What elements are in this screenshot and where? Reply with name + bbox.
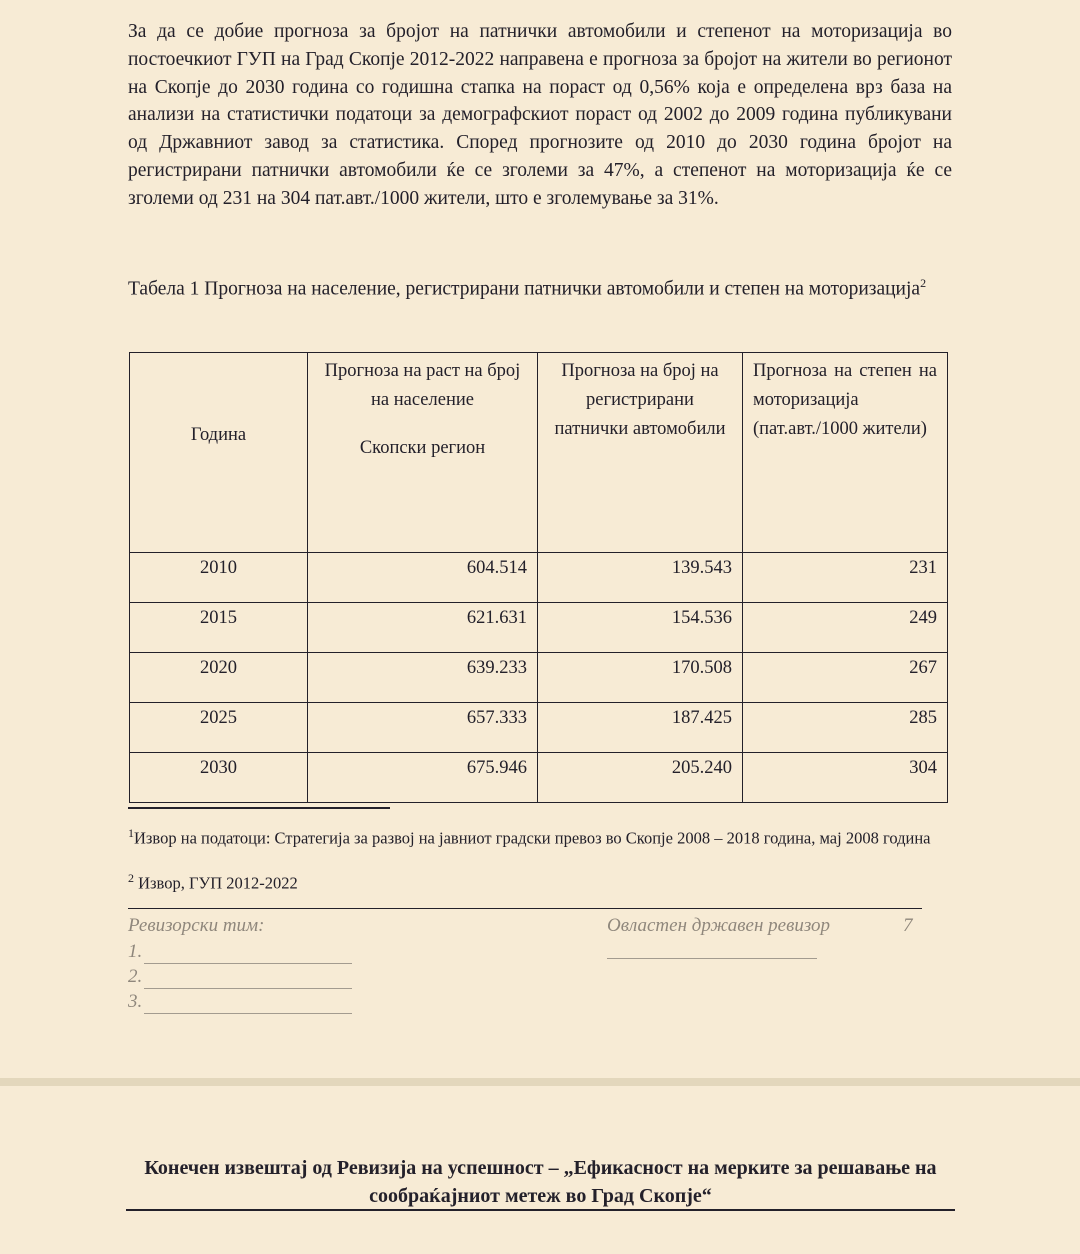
- next-page-header-rule: [126, 1209, 955, 1211]
- team-signature-line-1: [128, 940, 352, 964]
- header-year: Година: [130, 353, 308, 553]
- cell-motorization: 249: [743, 603, 948, 653]
- footnote-divider: [128, 807, 390, 809]
- cell-population: 621.631: [308, 603, 538, 653]
- auditor-signature-line: [607, 958, 817, 959]
- cell-cars: 205.240: [538, 753, 743, 803]
- authorized-auditor-label: Овластен државен ревизор: [607, 915, 831, 936]
- footnote-text: Извор, ГУП 2012-2022: [138, 873, 298, 893]
- footnote-1: [128, 822, 952, 850]
- header-motorization: Прогноза на степен на моторизација (пат.авт./1000 жители): [743, 353, 948, 553]
- cell-year: 2010: [130, 553, 308, 603]
- cell-motorization: 231: [743, 553, 948, 603]
- table-caption-text: Табела 1 Прогноза на население, регистрирани патнички автомобили и степен на моторизација: [128, 278, 921, 300]
- footer-divider: [128, 908, 922, 909]
- header-cars: Прогноза на број на регистрирани патнички автомобили: [538, 353, 743, 553]
- cell-year: 2020: [130, 653, 308, 703]
- team-signature-line-3: [128, 990, 352, 1014]
- table-row: [130, 603, 948, 653]
- page-separator: [0, 1078, 1080, 1086]
- table-row: [130, 703, 948, 753]
- cell-year: 2025: [130, 703, 308, 753]
- signature-blank: [144, 995, 352, 1014]
- cell-cars: 170.508: [538, 653, 743, 703]
- footnote-mark: 1: [128, 826, 134, 840]
- audit-team-label: Ревизорски тим:: [128, 915, 265, 936]
- page-number: 7: [903, 915, 913, 936]
- table-row: [130, 553, 948, 603]
- cell-motorization: 267: [743, 653, 948, 703]
- cell-population: 604.514: [308, 553, 538, 603]
- cell-motorization: 304: [743, 753, 948, 803]
- signature-blank: [144, 970, 352, 989]
- table-row: [130, 753, 948, 803]
- table-caption: [128, 270, 952, 303]
- cell-population: 639.233: [308, 653, 538, 703]
- table-row: [130, 653, 948, 703]
- header-population-region: Скопски регион: [359, 438, 486, 458]
- signature-number: 3.: [128, 991, 143, 1012]
- footnote-text: Извор на податоци: Стратегија за развој на јавниот градски превоз во Скопје 2008 – 2018 година, мај 2008 година: [134, 828, 931, 848]
- cell-motorization: 285: [743, 703, 948, 753]
- body-paragraph: За да се добие прогноза за бројот на патнички автомобили и степенот на моторизација во постоечкиот ГУП на Град Скопје 2012-2022 направена е прогноза за бројот на жители во регионот на Скопје до 2030 година со годишна стапка на пораст од 0,56% која е определена врз база на анализи на статистички податоци за демографскиот пораст од 2002 до 2009 година публикувани од Државниот завод за статистика. Според прогнозите од 2010 до 2030 година бројот на регистрирани патнички автомобили ќе се зголеми за 47%, а степенот на моторизација ќе се зголеми од 231 на 304 пат.авт./1000 жители, што е зголемување за 31%.: [128, 21, 952, 209]
- signature-blank: [144, 945, 352, 964]
- footnote-2: [128, 867, 952, 895]
- team-signature-line-2: [128, 965, 352, 989]
- cell-cars: 154.536: [538, 603, 743, 653]
- table-header-row: [130, 353, 948, 553]
- footnote-mark: 2: [128, 871, 134, 885]
- cell-year: 2015: [130, 603, 308, 653]
- next-page-header: Конечен извештај од Ревизија на успешност – „Ефикасност на мерките за решавање на сообраќајниот метеж во Град Скопје“: [144, 1157, 937, 1207]
- cell-year: 2030: [130, 753, 308, 803]
- forecast-table: [129, 352, 948, 803]
- signature-number: 2.: [128, 966, 143, 987]
- cell-population: 675.946: [308, 753, 538, 803]
- header-population-title: Прогноза на раст на број на население: [324, 361, 521, 410]
- footnote-ref-2: 2: [920, 276, 927, 290]
- cell-cars: 139.543: [538, 553, 743, 603]
- header-population: [308, 353, 538, 553]
- signature-number: 1.: [128, 941, 143, 962]
- cell-cars: 187.425: [538, 703, 743, 753]
- cell-population: 657.333: [308, 703, 538, 753]
